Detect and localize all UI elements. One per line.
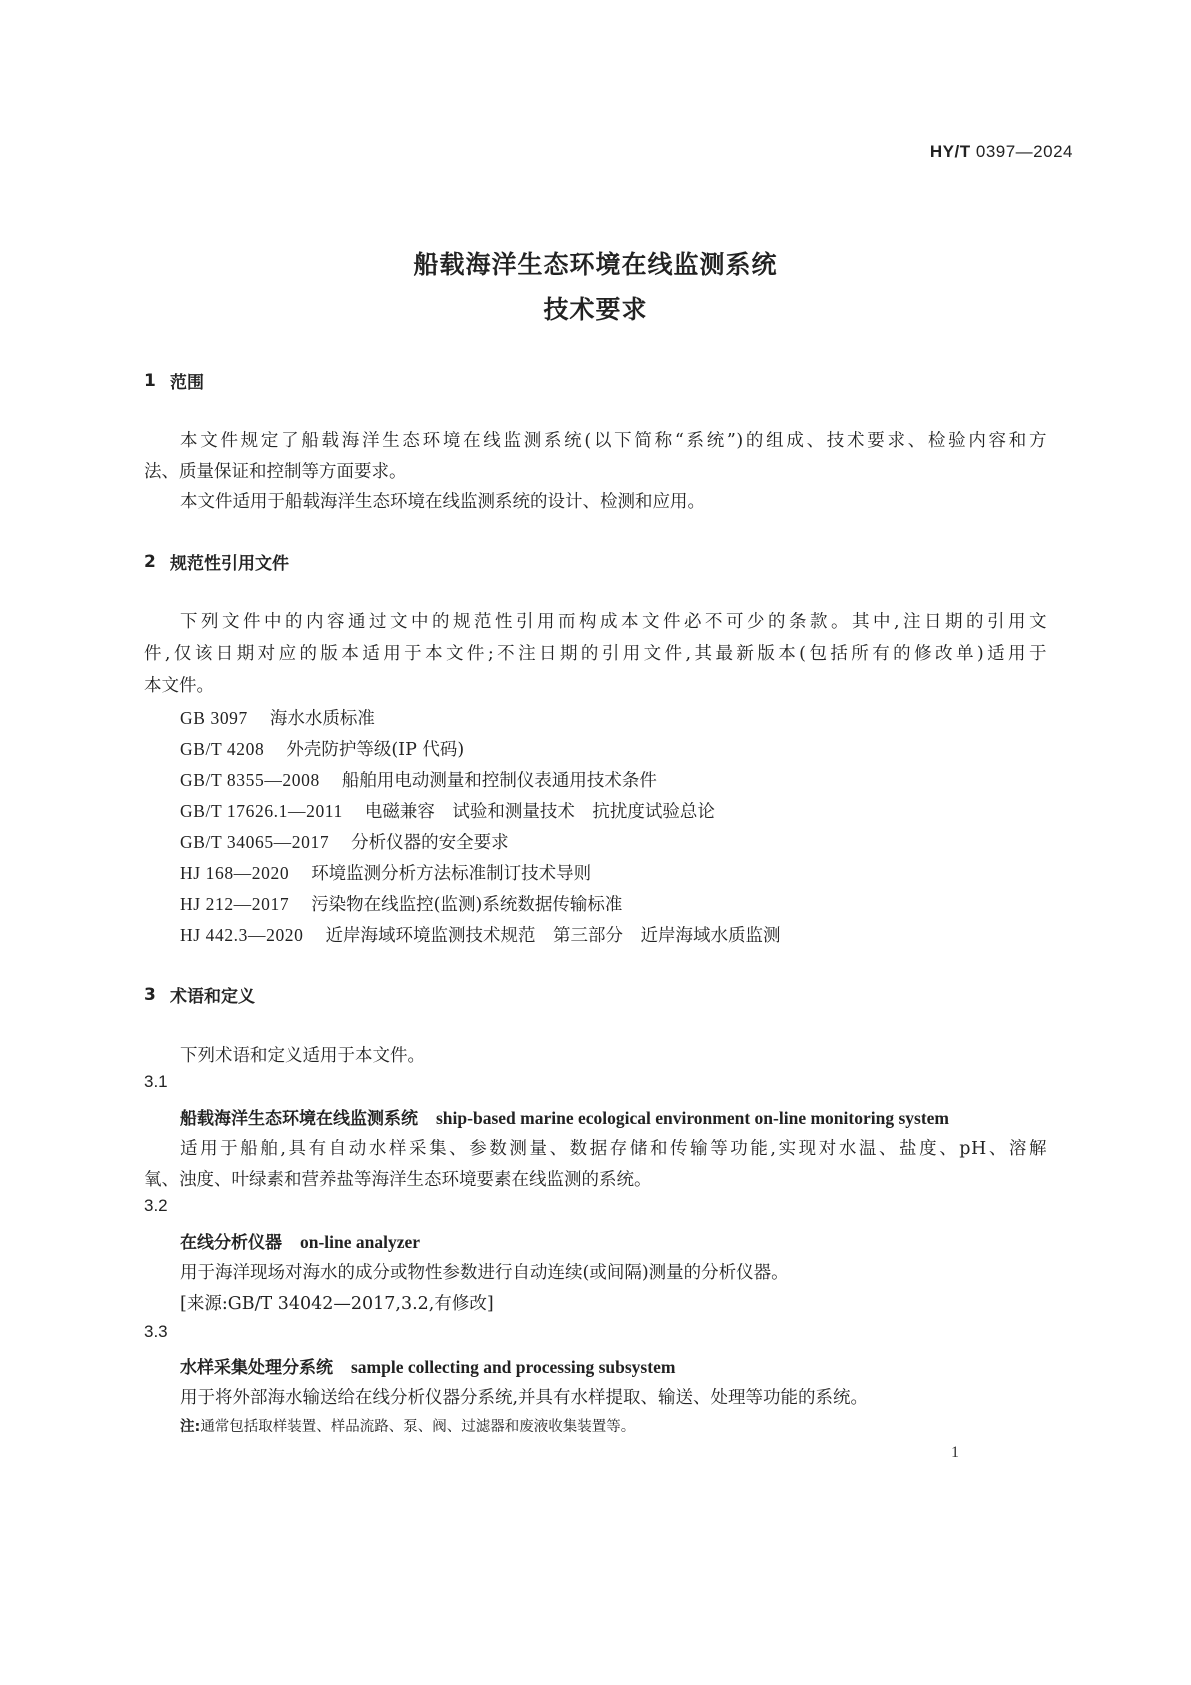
term-zh: 船载海洋生态环境在线监测系统 xyxy=(180,1109,418,1129)
s2-paragraph1-line2: 件,仅该日期对应的版本适用于本文件;不注日期的引用文件,其最新版本(包括所有的修改单)适用于 xyxy=(144,644,1047,664)
standard-code xyxy=(930,142,1073,162)
s1-paragraph1-line2: 法、质量保证和控制等方面要求。 xyxy=(144,462,407,482)
reference-item xyxy=(180,798,715,823)
term-note xyxy=(180,1415,635,1436)
reference-item xyxy=(180,767,657,792)
reference-code: GB 3097 xyxy=(180,708,248,728)
note-label: 注: xyxy=(180,1419,201,1435)
reference-title: 船舶用电动测量和控制仪表通用技术条件 xyxy=(341,771,657,791)
reference-item xyxy=(180,891,622,916)
term-entry xyxy=(180,1104,949,1129)
section-number: 3 xyxy=(144,984,156,1005)
standard-prefix: HY/T xyxy=(929,142,971,161)
s1-paragraph2: 本文件适用于船载海洋生态环境在线监测系统的设计、检测和应用。 xyxy=(180,492,705,512)
reference-item xyxy=(180,829,509,854)
term-entry xyxy=(180,1228,420,1253)
reference-code: GB/T 4208 xyxy=(180,739,265,759)
term-en: on-line analyzer xyxy=(300,1232,421,1252)
term-en: sample collecting and processing subsystem xyxy=(351,1357,676,1377)
clause-number: 3.3 xyxy=(144,1322,168,1341)
section-title: 范围 xyxy=(170,373,204,393)
reference-title: 近岸海域环境监测技术规范 第三部分 近岸海域水质监测 xyxy=(325,926,781,946)
term-definition-line1: 用于海洋现场对海水的成分或物性参数进行自动连续(或间隔)测量的分析仪器。 xyxy=(180,1263,789,1283)
reference-item xyxy=(180,922,781,947)
term-en: ship-based marine ecological environment on-line monitoring system xyxy=(436,1108,949,1128)
page-number: 1 xyxy=(951,1444,959,1461)
s3-intro: 下列术语和定义适用于本文件。 xyxy=(180,1046,425,1066)
term-entry xyxy=(180,1353,675,1378)
document-title-line1: 船载海洋生态环境在线监测系统 xyxy=(413,250,778,279)
note-text: 通常包括取样装置、样品流路、泵、阀、过滤器和废液收集装置等。 xyxy=(200,1419,636,1435)
term-definition-line1: 适用于船舶,具有自动水样采集、参数测量、数据存储和传输等功能,实现对水温、盐度、pH、溶解 xyxy=(180,1139,1047,1159)
reference-item xyxy=(180,705,375,730)
reference-code: HJ 442.3—2020 xyxy=(180,925,304,945)
reference-code: HJ 168—2020 xyxy=(180,863,290,883)
term-definition-line2: 氧、浊度、叶绿素和营养盐等海洋生态环境要素在线监测的系统。 xyxy=(144,1170,652,1190)
standard-number: 0397—2024 xyxy=(975,142,1073,161)
term-zh: 在线分析仪器 xyxy=(180,1233,282,1253)
reference-code: GB/T 34065—2017 xyxy=(180,832,330,852)
clause-number: 3.2 xyxy=(144,1196,168,1215)
section-title: 术语和定义 xyxy=(170,987,255,1007)
section-3-heading xyxy=(144,982,255,1007)
term-definition-line1: 用于将外部海水输送给在线分析仪器分系统,并具有水样提取、输送、处理等功能的系统。 xyxy=(180,1388,869,1408)
reference-title: 外壳防护等级(IP 代码) xyxy=(286,740,465,760)
section-number: 1 xyxy=(144,370,156,391)
document-title-line2: 技术要求 xyxy=(543,295,648,324)
s2-paragraph1-line3: 本文件。 xyxy=(144,676,214,696)
term-source: [来源:GB/T 34042—2017,3.2,有修改] xyxy=(180,1294,494,1314)
section-2-heading xyxy=(144,549,289,574)
reference-title: 海水水质标准 xyxy=(269,709,375,729)
reference-item xyxy=(180,736,464,761)
term-zh: 水样采集处理分系统 xyxy=(180,1358,333,1378)
reference-title: 污染物在线监控(监测)系统数据传输标准 xyxy=(311,895,623,915)
reference-title: 电磁兼容 试验和测量技术 抗扰度试验总论 xyxy=(364,802,715,822)
clause-number: 3.1 xyxy=(144,1072,168,1091)
reference-code: HJ 212—2017 xyxy=(180,894,290,914)
reference-code: GB/T 8355—2008 xyxy=(180,770,320,790)
reference-title: 分析仪器的安全要求 xyxy=(351,833,509,853)
s2-paragraph1-line1: 下列文件中的内容通过文中的规范性引用而构成本文件必不可少的条款。其中,注日期的引用文 xyxy=(180,612,1047,632)
reference-code: GB/T 17626.1—2011 xyxy=(180,801,343,821)
s1-paragraph1-line1: 本文件规定了船载海洋生态环境在线监测系统(以下简称“系统”)的组成、技术要求、检验内容和方 xyxy=(180,431,1047,451)
reference-title: 环境监测分析方法标准制订技术导则 xyxy=(311,864,592,884)
section-title: 规范性引用文件 xyxy=(170,554,289,574)
section-1-heading xyxy=(144,368,204,393)
section-number: 2 xyxy=(144,551,156,572)
reference-item xyxy=(180,860,591,885)
